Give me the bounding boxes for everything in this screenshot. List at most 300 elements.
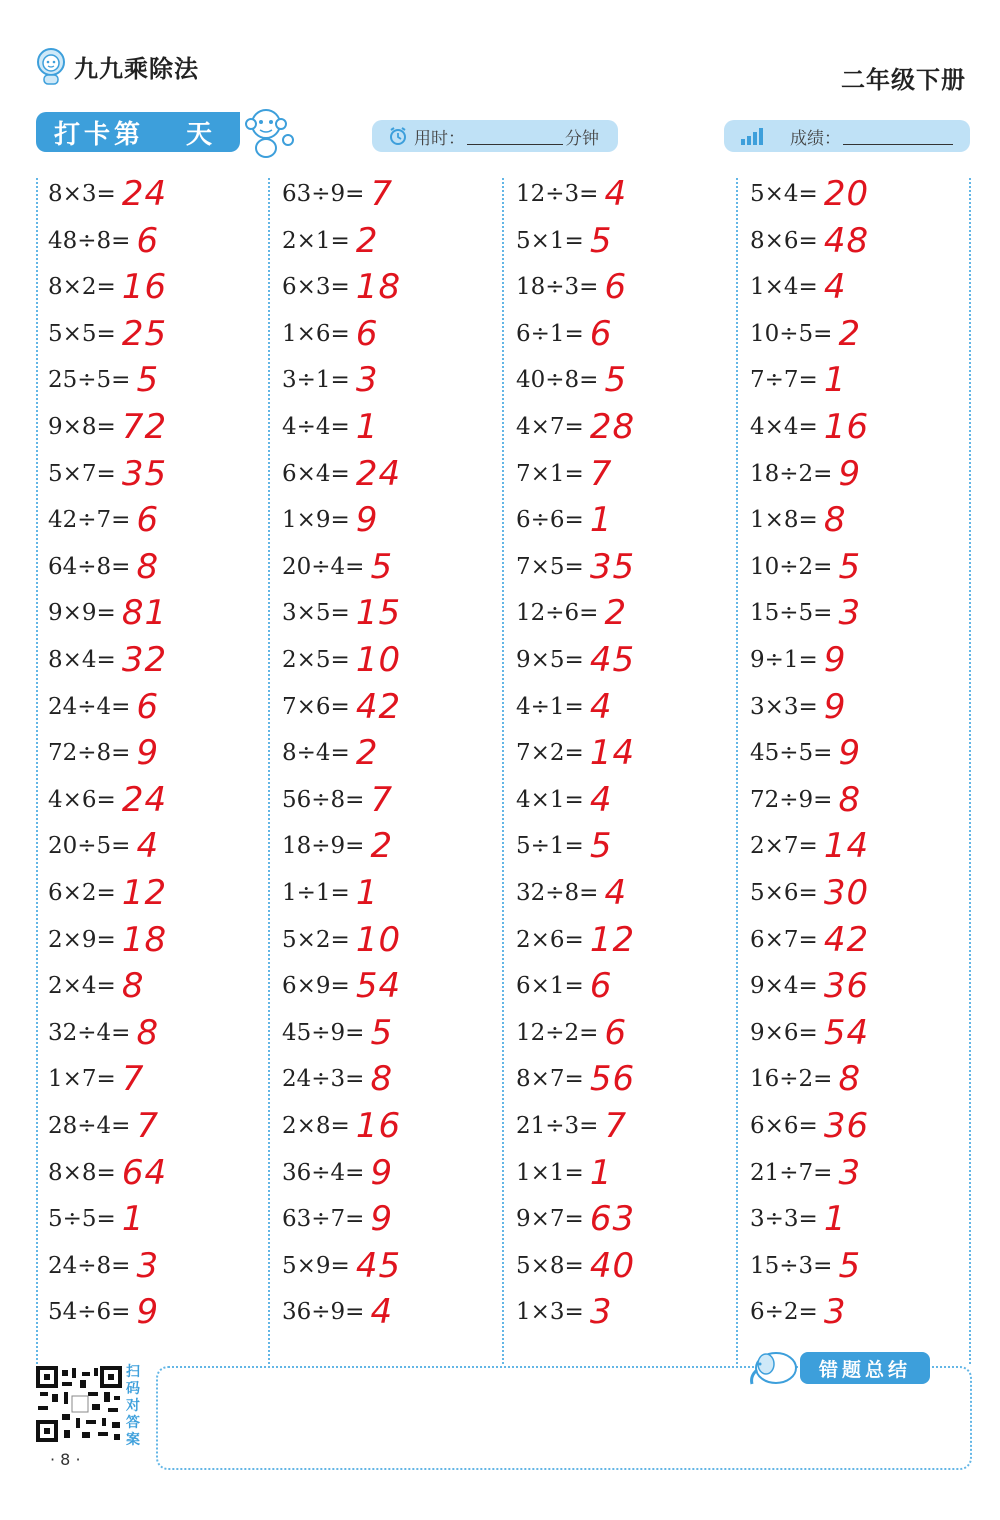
handwritten-answer: 36 [823, 966, 870, 1007]
problem-row [750, 174, 869, 214]
problem-expression: 2×4= [48, 973, 116, 1000]
handwritten-answer: 1 [355, 407, 379, 447]
handwritten-answer: 8 [121, 966, 145, 1007]
problem-expression: 5×8= [516, 1252, 584, 1279]
problem-row [48, 407, 167, 447]
handwritten-answer: 4 [604, 174, 628, 214]
qr-code-icon[interactable] [36, 1366, 122, 1442]
problem-row [516, 500, 612, 540]
handwritten-answer: 8 [823, 500, 847, 541]
handwritten-answer: 5 [136, 360, 160, 401]
problem-row [750, 1059, 861, 1099]
problem-expression: 42÷7= [48, 507, 131, 534]
time-label: 用时： [414, 128, 465, 149]
problem-row [48, 1199, 144, 1239]
handwritten-answer: 8 [838, 1059, 862, 1100]
problem-expression: 54÷6= [48, 1299, 131, 1326]
problem-expression: 2×5= [282, 647, 350, 673]
column-divider [969, 178, 971, 1364]
problem-row [750, 1153, 861, 1193]
problem-row [48, 1246, 159, 1286]
problem-row [48, 966, 144, 1006]
problem-expression: 6×4= [282, 460, 350, 487]
problem-expression: 72÷9= [750, 786, 833, 813]
handwritten-answer: 24 [355, 453, 402, 494]
problem-row [750, 873, 869, 913]
handwritten-answer: 1 [589, 500, 613, 541]
problem-expression: 15÷3= [750, 1252, 833, 1279]
problem-expression: 5×6= [750, 880, 818, 906]
problem-row [516, 733, 635, 773]
problem-row [516, 1246, 635, 1286]
handwritten-answer: 4 [370, 1292, 394, 1333]
handwritten-answer: 64 [121, 1152, 168, 1193]
handwritten-answer: 9 [838, 733, 862, 774]
problem-row [282, 966, 401, 1006]
problem-expression: 4×6= [48, 786, 116, 813]
handwritten-answer: 7 [370, 779, 394, 820]
problem-row [48, 1153, 167, 1193]
handwritten-answer: 9 [136, 733, 160, 774]
handwritten-answer: 54 [355, 966, 402, 1007]
handwritten-answer: 3 [136, 1245, 160, 1286]
problem-row [516, 873, 627, 913]
handwritten-answer: 8 [136, 546, 160, 587]
problem-row [750, 780, 861, 820]
problem-row [282, 454, 401, 494]
problem-row [516, 221, 612, 261]
problem-expression: 20÷5= [48, 833, 131, 860]
problem-expression: 2×7= [750, 833, 818, 860]
problem-row [282, 1106, 401, 1146]
problem-row [516, 454, 612, 494]
problem-row [750, 733, 861, 773]
problem-expression: 5÷1= [516, 833, 584, 860]
problem-row [516, 174, 627, 214]
problem-row [750, 500, 846, 540]
problem-expression: 16÷2= [750, 1066, 833, 1093]
handwritten-answer: 6 [136, 500, 160, 541]
handwritten-answer: 24 [121, 779, 168, 820]
handwritten-answer: 16 [823, 407, 870, 447]
handwritten-answer: 4 [589, 686, 613, 727]
problem-expression: 18÷9= [282, 833, 365, 860]
problem-expression: 40÷8= [516, 367, 599, 394]
problem-expression: 1÷1= [282, 880, 350, 906]
problem-expression: 4×4= [750, 414, 818, 440]
handwritten-answer: 12 [589, 919, 636, 960]
handwritten-answer: 5 [589, 826, 613, 867]
score-label: 成绩： [790, 128, 841, 149]
problem-row [282, 640, 401, 680]
handwritten-answer: 24 [121, 174, 168, 214]
handwritten-answer: 40 [589, 1245, 636, 1286]
problem-row [750, 547, 861, 587]
problem-expression: 5×7= [48, 460, 116, 487]
bar-chart-icon [740, 126, 764, 146]
problem-row [750, 687, 846, 727]
handwritten-answer: 1 [823, 360, 847, 401]
handwritten-answer: 36 [823, 1106, 870, 1146]
handwritten-answer: 5 [838, 546, 862, 587]
problem-expression: 45÷9= [282, 1019, 365, 1046]
problem-row [282, 1246, 401, 1286]
problem-expression: 4×7= [516, 414, 584, 440]
column-divider [736, 178, 738, 1364]
problem-expression: 48÷8= [48, 227, 131, 254]
problem-expression: 9×9= [48, 600, 116, 627]
problem-expression: 1×7= [48, 1066, 116, 1093]
problem-expression: 10÷5= [750, 320, 833, 347]
problem-expression: 8×8= [48, 1159, 116, 1186]
problem-expression: 7×5= [516, 553, 584, 580]
problem-row [282, 1153, 393, 1193]
problem-row [48, 920, 167, 960]
handwritten-answer: 32 [121, 640, 168, 680]
problem-expression: 12÷3= [516, 181, 599, 207]
problem-expression: 36÷4= [282, 1159, 365, 1186]
time-field [372, 120, 618, 152]
handwritten-answer: 10 [355, 640, 402, 680]
handwritten-answer: 8 [838, 779, 862, 820]
problem-row [516, 1199, 635, 1239]
handwritten-answer: 12 [121, 873, 168, 913]
problem-expression: 2×1= [282, 227, 350, 254]
lion-mascot-icon [34, 46, 68, 86]
handwritten-answer: 1 [823, 1199, 847, 1240]
problem-row [282, 687, 401, 727]
checkin-suffix: 天 [186, 119, 213, 150]
problem-expression: 7×1= [516, 460, 584, 487]
score-input-line[interactable] [843, 128, 953, 145]
problem-row [282, 1059, 393, 1099]
handwritten-answer: 45 [355, 1245, 402, 1286]
handwritten-answer: 3 [355, 360, 379, 401]
problem-row [516, 780, 612, 820]
handwritten-answer: 9 [370, 1199, 394, 1240]
problem-row [516, 1013, 627, 1053]
problem-row [750, 360, 846, 400]
problem-row [516, 267, 627, 307]
problem-expression: 2×8= [282, 1113, 350, 1139]
handwritten-answer: 6 [136, 686, 160, 727]
handwritten-answer: 7 [121, 1059, 145, 1100]
problem-row [750, 407, 869, 447]
handwritten-answer: 2 [838, 313, 862, 354]
problem-expression: 21÷3= [516, 1113, 599, 1139]
problem-expression: 6×7= [750, 926, 818, 953]
problem-expression: 6×9= [282, 973, 350, 1000]
problem-expression: 8×4= [48, 647, 116, 673]
problem-row [750, 966, 869, 1006]
problem-row [48, 1292, 159, 1332]
header-left [34, 46, 199, 86]
problem-expression: 12÷2= [516, 1019, 599, 1046]
grade-label: 二年级下册 [841, 66, 966, 94]
handwritten-answer: 5 [370, 546, 394, 587]
handwritten-answer: 4 [823, 267, 847, 308]
handwritten-answer: 10 [355, 919, 402, 960]
handwritten-answer: 1 [355, 873, 379, 913]
problem-expression: 3×5= [282, 600, 350, 627]
problem-row [750, 314, 861, 354]
problem-row [750, 826, 869, 866]
problem-row [282, 733, 378, 773]
problem-expression: 9×6= [750, 1019, 818, 1046]
handwritten-answer: 2 [604, 593, 628, 634]
problem-expression: 24÷3= [282, 1066, 365, 1093]
handwritten-answer: 5 [604, 360, 628, 401]
problem-row [282, 547, 393, 587]
problem-expression: 1×4= [750, 274, 818, 301]
problem-expression: 3÷1= [282, 367, 350, 394]
handwritten-answer: 4 [604, 873, 628, 913]
problem-row [750, 454, 861, 494]
handwritten-answer: 3 [823, 1292, 847, 1333]
handwritten-answer: 2 [355, 220, 379, 261]
handwritten-answer: 7 [589, 453, 613, 494]
monkey-mascot-icon [238, 104, 298, 160]
problem-expression: 9×4= [750, 973, 818, 1000]
problem-row [48, 826, 159, 866]
problem-expression: 4×1= [516, 786, 584, 813]
time-input-line[interactable] [467, 128, 563, 145]
problem-row [48, 1059, 144, 1099]
problem-expression: 25÷5= [48, 367, 131, 394]
handwritten-answer: 8 [136, 1012, 160, 1053]
problem-row [750, 1106, 869, 1146]
handwritten-answer: 54 [823, 1012, 870, 1053]
problem-row [282, 221, 378, 261]
problem-row [48, 500, 159, 540]
handwritten-answer: 63 [589, 1199, 636, 1240]
problem-expression: 9÷1= [750, 647, 818, 673]
problem-expression: 63÷9= [282, 181, 365, 207]
problem-row [48, 1106, 159, 1146]
handwritten-answer: 9 [823, 686, 847, 727]
handwritten-answer: 45 [589, 640, 636, 680]
problem-expression: 24÷8= [48, 1252, 131, 1279]
handwritten-answer: 81 [121, 593, 168, 634]
problem-row [750, 1292, 846, 1332]
problem-row [750, 1246, 861, 1286]
problem-expression: 6÷1= [516, 320, 584, 347]
handwritten-answer: 6 [136, 220, 160, 261]
handwritten-answer: 2 [370, 826, 394, 867]
handwritten-answer: 1 [121, 1199, 145, 1240]
problem-row [48, 687, 159, 727]
problem-expression: 10÷2= [750, 553, 833, 580]
problem-expression: 6÷2= [750, 1299, 818, 1326]
problem-expression: 32÷8= [516, 880, 599, 906]
problem-row [48, 640, 167, 680]
handwritten-answer: 6 [604, 267, 628, 308]
problem-row [516, 1106, 627, 1146]
problem-expression: 8÷4= [282, 740, 350, 767]
column-divider [502, 178, 504, 1364]
problem-expression: 5×1= [516, 227, 584, 254]
problem-row [516, 314, 612, 354]
problem-row [48, 221, 159, 261]
handwritten-answer: 5 [370, 1012, 394, 1053]
problem-expression: 9×7= [516, 1206, 584, 1233]
problem-row [516, 966, 612, 1006]
handwritten-answer: 35 [589, 546, 636, 587]
problem-expression: 5÷5= [48, 1206, 116, 1233]
mistake-summary-tab: 错题总结 [800, 1352, 930, 1384]
problem-expression: 15÷5= [750, 600, 833, 627]
problem-expression: 72÷8= [48, 740, 131, 767]
problem-row [516, 407, 635, 447]
checkin-prefix: 打卡第 [54, 119, 145, 150]
problem-expression: 8×7= [516, 1066, 584, 1093]
handwritten-answer: 28 [589, 407, 636, 447]
handwritten-answer: 6 [355, 313, 379, 354]
problem-expression: 20÷4= [282, 553, 365, 580]
problem-expression: 6÷6= [516, 507, 584, 534]
problem-row [516, 687, 612, 727]
problem-expression: 36÷9= [282, 1299, 365, 1326]
problem-expression: 1×1= [516, 1159, 584, 1186]
page-number: · 8 · [50, 1450, 81, 1469]
problem-row [750, 640, 846, 680]
problem-expression: 1×9= [282, 507, 350, 534]
problem-row [516, 826, 612, 866]
column-divider [36, 178, 38, 1364]
clock-icon [388, 126, 408, 146]
problem-row [48, 360, 159, 400]
problem-expression: 6×2= [48, 880, 116, 906]
handwritten-answer: 9 [838, 453, 862, 494]
problem-row [516, 920, 635, 960]
problem-row [48, 547, 159, 587]
handwritten-answer: 9 [136, 1292, 160, 1333]
elephant-mascot-icon [744, 1344, 804, 1388]
handwritten-answer: 4 [589, 779, 613, 820]
problem-expression: 12÷6= [516, 600, 599, 627]
checkin-day-banner [36, 112, 240, 152]
handwritten-answer: 5 [838, 1245, 862, 1286]
problem-expression: 1×3= [516, 1299, 584, 1326]
problem-expression: 4÷1= [516, 693, 584, 720]
handwritten-answer: 48 [823, 220, 870, 261]
handwritten-answer: 3 [838, 1152, 862, 1193]
problem-expression: 5×5= [48, 320, 116, 347]
problem-expression: 3×3= [750, 693, 818, 720]
problem-expression: 4÷4= [282, 414, 350, 440]
problem-row [48, 454, 167, 494]
handwritten-answer: 20 [823, 174, 870, 214]
problem-expression: 18÷2= [750, 460, 833, 487]
problem-expression: 8×6= [750, 227, 818, 254]
problem-expression: 63÷7= [282, 1206, 365, 1233]
handwritten-answer: 14 [589, 733, 636, 774]
problem-row [282, 920, 401, 960]
problem-expression: 2×6= [516, 926, 584, 953]
handwritten-answer: 18 [355, 267, 402, 308]
handwritten-answer: 4 [136, 826, 160, 867]
problem-row [48, 873, 167, 913]
problem-expression: 8×3= [48, 181, 116, 207]
problem-row [282, 407, 378, 447]
problem-row [282, 593, 401, 633]
problem-row [750, 267, 846, 307]
problem-row [516, 1153, 612, 1193]
problem-row [516, 593, 627, 633]
handwritten-answer: 72 [121, 407, 168, 447]
problem-row [516, 1292, 612, 1332]
problem-expression: 3÷3= [750, 1206, 818, 1233]
problem-row [516, 640, 635, 680]
problem-row [516, 547, 635, 587]
problem-row [282, 174, 393, 214]
problem-row [48, 780, 167, 820]
problem-row [48, 593, 167, 633]
problem-row [282, 780, 393, 820]
problem-expression: 21÷7= [750, 1159, 833, 1186]
problem-expression: 9×5= [516, 647, 584, 673]
problem-row [516, 1059, 635, 1099]
problem-expression: 56÷8= [282, 786, 365, 813]
problem-row [282, 314, 378, 354]
problem-expression: 64÷8= [48, 553, 131, 580]
problem-expression: 2×9= [48, 926, 116, 953]
problem-row [282, 1013, 393, 1053]
problem-row [48, 733, 159, 773]
book-title: 九九乘除法 [74, 54, 199, 83]
problem-expression: 8×2= [48, 274, 116, 301]
handwritten-answer: 1 [589, 1152, 613, 1193]
time-unit: 分钟 [565, 128, 599, 149]
problem-row [282, 873, 378, 913]
problem-expression: 5×2= [282, 926, 350, 953]
handwritten-answer: 16 [121, 267, 168, 308]
problem-expression: 7×6= [282, 693, 350, 720]
problem-row [282, 826, 393, 866]
handwritten-answer: 6 [589, 966, 613, 1007]
problem-row [750, 920, 869, 960]
handwritten-answer: 7 [136, 1106, 160, 1146]
problem-row [516, 360, 627, 400]
problem-expression: 28÷4= [48, 1113, 131, 1139]
problem-row [282, 500, 378, 540]
handwritten-answer: 3 [838, 593, 862, 634]
problem-row [750, 593, 861, 633]
problem-row [282, 267, 401, 307]
handwritten-answer: 5 [589, 220, 613, 261]
column-divider [268, 178, 270, 1364]
handwritten-answer: 8 [370, 1059, 394, 1100]
handwritten-answer: 30 [823, 873, 870, 913]
handwritten-answer: 3 [589, 1292, 613, 1333]
handwritten-answer: 42 [355, 686, 402, 727]
handwritten-answer: 7 [370, 174, 394, 214]
handwritten-answer: 25 [121, 313, 168, 354]
handwritten-answer: 16 [355, 1106, 402, 1146]
problem-row [48, 174, 167, 214]
problem-expression: 24÷4= [48, 693, 131, 720]
problem-expression: 18÷3= [516, 274, 599, 301]
problem-row [282, 1292, 393, 1332]
handwritten-answer: 15 [355, 593, 402, 634]
handwritten-answer: 35 [121, 453, 168, 494]
problem-row [48, 314, 167, 354]
problem-row [48, 267, 167, 307]
problem-expression: 5×4= [750, 181, 818, 207]
handwritten-answer: 18 [121, 919, 168, 960]
problem-expression: 1×6= [282, 320, 350, 347]
problem-row [750, 1199, 846, 1239]
